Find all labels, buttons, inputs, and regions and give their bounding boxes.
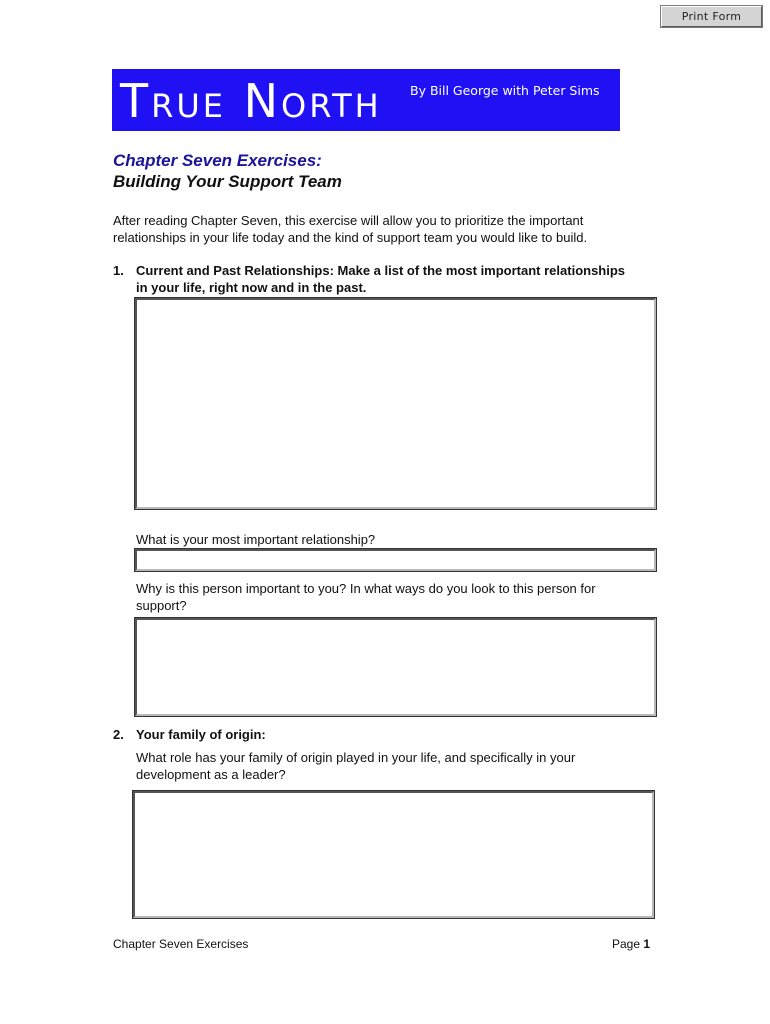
relationships-list-field[interactable] bbox=[135, 298, 656, 509]
intro-line-1: After reading Chapter Seven, this exercise will allow you to prioritize the important bbox=[113, 213, 584, 228]
why-important-field[interactable] bbox=[135, 618, 656, 716]
footer-chapter-label: Chapter Seven Exercises bbox=[113, 937, 249, 951]
footer-page bbox=[612, 937, 650, 951]
family-role-label-line-2: development as a leader? bbox=[136, 767, 286, 782]
question-1-heading-line-2: in your life, right now and in the past. bbox=[136, 280, 367, 295]
why-important-label-line-1: Why is this person important to you? In what ways do you look to this person for bbox=[136, 581, 596, 596]
chapter-title: Chapter Seven Exercises: bbox=[113, 151, 322, 170]
most-important-relationship-label: What is your most important relationship? bbox=[136, 532, 376, 547]
print-form-button[interactable]: Print Form bbox=[661, 6, 762, 27]
title-banner bbox=[112, 69, 620, 131]
chapter-subtitle: Building Your Support Team bbox=[113, 172, 342, 191]
question-1-heading-line-1: Current and Past Relationships: Make a list of the most important relationships bbox=[136, 263, 626, 278]
footer-page-label: Page bbox=[612, 937, 641, 951]
intro-line-2: relationships in your life today and the kind of support team you would like to build. bbox=[113, 230, 588, 245]
why-important-label-line-2: support? bbox=[136, 598, 187, 613]
family-role-label-line-1: What role has your family of origin played in your life, and specifically in your bbox=[136, 750, 576, 765]
question-2-number: 2. bbox=[113, 727, 124, 742]
book-byline: By Bill George with Peter Sims bbox=[410, 83, 600, 98]
book-title: True North bbox=[120, 74, 382, 128]
family-role-field[interactable] bbox=[133, 791, 654, 918]
question-2-heading: Your family of origin: bbox=[136, 727, 266, 742]
most-important-relationship-field[interactable] bbox=[135, 549, 656, 571]
footer-page-number: 1 bbox=[643, 937, 651, 951]
question-1-number: 1. bbox=[113, 263, 124, 278]
